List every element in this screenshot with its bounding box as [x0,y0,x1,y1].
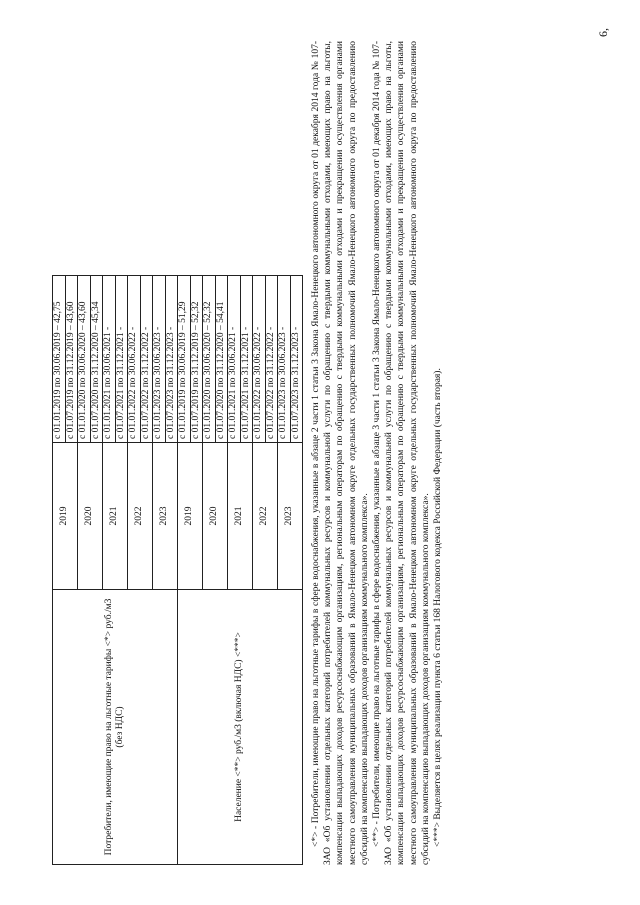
year-cell: 2020 [78,443,103,590]
period-cell: с 01.01.2023 по 30.06.2023 - [278,276,291,443]
year-cell: 2022 [128,443,153,590]
year-cell: 2023 [278,443,303,590]
period-cell: с 01.01.2022 по 30.06.2022 - [128,276,141,443]
tariff-table [52,275,303,865]
year-cell: 2019 [53,443,78,590]
period-cell: с 01.07.2019 по 31.12.2019 – 43,60 [65,276,78,443]
year-cell: 2022 [253,443,278,590]
period-cell: с 01.01.2019 по 30.06.2019 – 42,75 [53,276,66,443]
period-cell: с 01.07.2022 по 31.12.2022 - [140,276,153,443]
period-cell: с 01.01.2019 по 30.06.2019 – 51,29 [178,276,191,443]
period-cell: с 01.01.2021 по 30.06.2021 - [228,276,241,443]
year-cell: 2021 [228,443,253,590]
period-cell: с 01.01.2020 по 30.06.2020 – 52,32 [203,276,216,443]
year-cell: 2019 [178,443,203,590]
period-cell: с 01.07.2019 по 31.12.2019 – 52,32 [190,276,203,443]
period-cell: с 01.01.2022 по 30.06.2022 - [253,276,266,443]
footnote-3: <***> Выделяется в целях реализации пункта 6 статьи 168 Налогового кодекса Российской Федерации (часть вторая). [433,368,444,847]
period-cell: с 01.01.2020 по 30.06.2020 – 43,60 [78,276,91,443]
footnotes [310,41,444,865]
period-cell: с 01.07.2021 по 31.12.2021 - [115,276,128,443]
period-cell: с 01.07.2023 по 31.12.2023 - [165,276,178,443]
footnote-2: <**> - Потребители, имеющие право на льготные тарифы в сфере водоснабжения, указанные в абзаце 3 части 1 статьи 3 Закона Ямало-Ненецкого автономного округа от 01 декабря 2014 года № 107-ЗАО «Об установлении отдельных категорий потребителей коммунальных ресурсов и коммунальной услуги по обращению с твердыми коммунальными отходами, имеющих право на льготы, компенсации выпадающих доходов ресурсоснабжающим организациям, региональным операторам по обращению с твердыми коммунальными отходами и прекращении осуществления органами местного самоуправления муниципальных образований в Ямало-Ненецком автономном округе отдельных государственных полномочий Ямало-Ненецкого автономного округа по предоставлению субсидий на компенсацию выпадающих доходов организациям коммунального комплекса». [372,41,431,865]
category-cell: Население <**> руб./м3 (включая НДС) <***> [178,590,303,865]
page-mark: 6, [596,28,610,37]
period-cell: с 01.01.2023 по 30.06.2023 - [153,276,166,443]
period-cell: с 01.01.2021 по 30.06.2021 - [103,276,116,443]
period-cell: с 01.07.2022 по 31.12.2022 - [265,276,278,443]
period-cell: с 01.07.2023 по 31.12.2023 - [290,276,303,443]
year-cell: 2020 [203,443,228,590]
period-cell: с 01.07.2020 по 31.12.2020 – 54,41 [215,276,228,443]
period-cell: с 01.07.2020 по 31.12.2020 – 45,34 [90,276,103,443]
table-row [178,276,191,865]
category-cell: Потребители, имеющие право на льготные тарифы <*> руб./м3 (без НДС) [53,590,178,865]
year-cell: 2023 [153,443,178,590]
table-row [53,276,66,865]
period-cell: с 01.07.2021 по 31.12.2021 - [240,276,253,443]
year-cell: 2021 [103,443,128,590]
footnote-1: <*> - Потребители, имеющие право на льготные тарифы в сфере водоснабжения, указанные в абзаце 2 части 1 статьи 3 Закона Ямало-Ненецкого автономного округа от 01 декабря 2014 года № 107-ЗАО «Об установлении отдельных категорий потребителей коммунальных ресурсов и коммунальной услуги по обращению с твердыми коммунальными отходами, имеющих право на льготы, компенсации выпадающих доходов ресурсоснабжающим организациям, региональным операторам по обращению с твердыми коммунальными отходами и прекращении осуществления органами местного самоуправления муниципальных образований в Ямало-Ненецком автономном округе отдельных государственных полномочий Ямало-Ненецкого автономного округа по предоставлению субсидий на компенсацию выпадающих доходов организациям коммунального комплекса». [311,41,370,865]
